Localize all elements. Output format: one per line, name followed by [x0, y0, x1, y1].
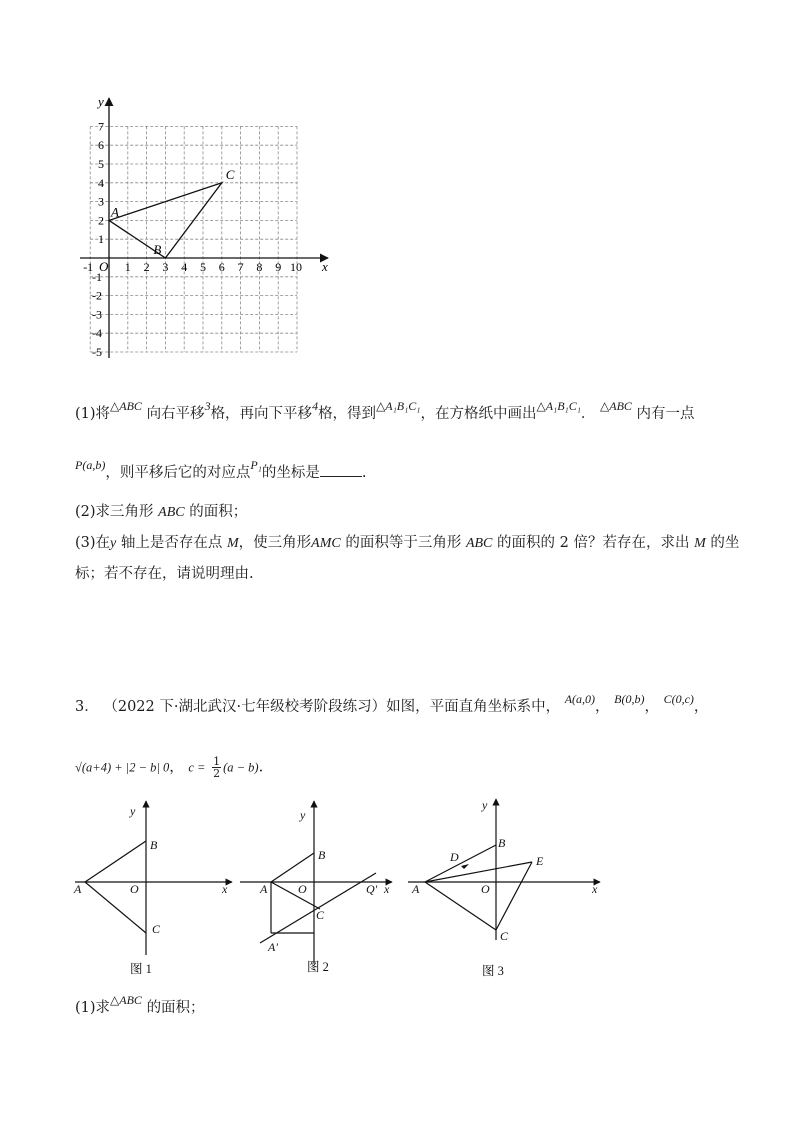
- fig3-y-label: y: [482, 798, 488, 812]
- p3-number: 3．: [75, 699, 99, 715]
- problem-3-figures: [70, 795, 610, 985]
- question-1-line-1: [75, 399, 695, 424]
- q1-text-6: 内有一点: [636, 406, 695, 422]
- q3-p6: 的坐: [710, 535, 740, 551]
- x-tick-label: 10: [290, 260, 302, 274]
- q1-text-4: ，在方格纸中画出: [420, 406, 537, 422]
- fig1-b-label: B: [150, 838, 158, 852]
- q1-number-4: 4: [312, 399, 319, 413]
- fig3-point-d-marker: [461, 864, 469, 869]
- coordinate-grid-figure: [70, 90, 340, 365]
- figure-3: [408, 799, 600, 940]
- fig2-a-label: A: [260, 882, 268, 896]
- p3-point-b: B(0,b): [614, 692, 645, 706]
- q1-triangle-abc: △ABC: [110, 399, 142, 413]
- fig2-caption: 图 2: [307, 960, 329, 974]
- x-tick-label: 6: [218, 260, 225, 274]
- p3-sep4: ，: [169, 759, 184, 776]
- fig2-y-label: y: [300, 808, 306, 822]
- q1-text-1: 向右平移: [146, 406, 205, 422]
- x-tick-label: -1: [83, 260, 94, 274]
- p3-source: （2022 下·湖北武汉·七年级校考阶段练习）如图，平面直角坐标系中，: [103, 699, 561, 715]
- x-tick-label: 7: [237, 260, 244, 274]
- p3-sep3: ，: [693, 699, 709, 715]
- q1-point-p: P(a,b): [75, 458, 106, 472]
- q1-text-7: ，则平移后它的对应点: [105, 465, 251, 481]
- y-tick-label: 4: [98, 175, 104, 190]
- fig3-segment-ce: [496, 862, 532, 930]
- q1-number-3: 3: [204, 399, 211, 413]
- fig3-caption: 图 3: [482, 964, 504, 978]
- y-tick-label: 3: [98, 194, 104, 209]
- x-tick-label: 3: [162, 260, 169, 274]
- fig2-c-label: C: [316, 908, 325, 922]
- fig1-caption: 图 1: [130, 962, 152, 976]
- y-tick-label: 1: [98, 232, 104, 247]
- x-tick-label: 4: [181, 260, 188, 274]
- y-tick-label: 5: [98, 157, 104, 171]
- problem-3-line-2: [75, 756, 263, 779]
- question-3-line-1: [75, 533, 739, 554]
- answer-blank[interactable]: [320, 462, 362, 477]
- p3-fraction-num: 1: [213, 755, 221, 768]
- fig3-segment-ae: [425, 862, 532, 882]
- q3-m1: M: [226, 536, 239, 551]
- q1-prefix: (1)将: [75, 406, 111, 422]
- fig3-a-label: A: [412, 882, 420, 896]
- q3-p3: ，使三角形: [238, 535, 312, 551]
- y-tick-label: -3: [92, 307, 102, 322]
- x-tick-label: 1: [124, 260, 131, 274]
- fig2-o-label: O: [298, 882, 307, 896]
- fig1-c-label: C: [152, 922, 161, 936]
- q1-triangle-a1b1c1: △A₁B₁C₁: [376, 399, 421, 413]
- x-tick-label: 8: [256, 260, 263, 274]
- q3-line2: 标；若不存在，请说明理由.: [75, 566, 254, 582]
- figure-3-labels: [411, 798, 598, 978]
- grid-lines: [90, 126, 297, 352]
- q3-amc: AMC: [311, 536, 341, 551]
- fig2-x-label: x: [384, 882, 390, 896]
- q1-triangle-a1b1c1-2: △A₁B₁C₁: [536, 399, 581, 413]
- p3-end: .: [258, 759, 264, 776]
- p3q1-prefix: (1)求: [75, 1000, 111, 1016]
- q3-p1: (3)在: [75, 535, 111, 551]
- q2-suffix: 的面积；: [189, 504, 248, 520]
- question-3-line-2: [75, 564, 254, 584]
- fig3-d-label: D: [450, 850, 459, 864]
- fig3-b-label: B: [498, 836, 506, 850]
- p3q1-triangle-abc: △ABC: [110, 993, 142, 1007]
- q1-text-5: ．: [580, 406, 596, 422]
- y-tick-label: 7: [98, 119, 104, 134]
- q2-abc: ABC: [158, 505, 185, 520]
- fig2-a2-label: A': [268, 940, 278, 954]
- q3-abc: ABC: [465, 536, 493, 551]
- fig3-e-label: E: [536, 854, 544, 868]
- p3-condition-2-left: c =: [188, 760, 206, 775]
- p3-fraction-den: 2: [213, 767, 221, 780]
- p3-sep2: ，: [644, 699, 659, 715]
- point-label-b: B: [153, 242, 162, 257]
- p3-point-a: A(a,0): [564, 692, 596, 706]
- fig1-segment-ab: [85, 841, 146, 882]
- x-tick-label: 9: [275, 260, 282, 274]
- y-tick-labels: [92, 119, 104, 359]
- q1-point-p1: P₁: [250, 458, 262, 472]
- q1-triangle-abc-2: △ABC: [600, 399, 632, 413]
- q3-m2: M: [694, 536, 706, 551]
- fig2-segment-ab: [271, 853, 314, 882]
- p3q1-suffix: 的面积；: [146, 1000, 205, 1016]
- p3-sep1: ，: [595, 699, 610, 715]
- question-1-line-2: [75, 458, 367, 483]
- p3-condition-2-right: (a − b): [223, 760, 259, 775]
- fig2-segment-ac: [271, 882, 320, 909]
- point-labels: [110, 167, 235, 257]
- y-tick-label: -5: [92, 345, 102, 359]
- fig1-o-label: O: [130, 882, 139, 896]
- fig3-o-label: O: [481, 882, 490, 896]
- fig3-c-label: C: [500, 929, 509, 943]
- y-tick-label: -2: [92, 288, 102, 303]
- fig2-q-label: Q': [366, 882, 378, 896]
- p3-point-c: C(0,c): [663, 692, 694, 706]
- p3-fraction: [212, 756, 221, 779]
- y-tick-label: -4: [92, 326, 102, 341]
- figure-2-labels: [259, 808, 390, 974]
- x-axis-label: x: [322, 259, 328, 274]
- q1-text-2: 格，再向下平移: [210, 406, 313, 422]
- q3-p4: 的面积等于三角形: [345, 535, 462, 551]
- q1-text-3: 格，得到: [318, 406, 377, 422]
- x-tick-label: 5: [200, 260, 206, 274]
- origin-label: O: [99, 259, 109, 274]
- y-tick-label: 6: [98, 138, 104, 153]
- y-tick-label: -1: [92, 269, 102, 284]
- p3-condition-1: √(a+4) + |2 − b| 0: [75, 760, 170, 775]
- fig1-a-label: A: [74, 882, 82, 896]
- question-2: [75, 502, 247, 523]
- q3-p2: 轴上是否存在点: [120, 535, 223, 551]
- q1-text-9: .: [361, 465, 367, 481]
- x-tick-label: 2: [143, 260, 150, 274]
- problem-3-question-1: [75, 993, 205, 1018]
- point-label-a: A: [111, 204, 119, 220]
- fig2-b-label: B: [318, 848, 326, 862]
- q1-text-8: 的坐标是: [261, 465, 320, 481]
- fig3-x-label: x: [592, 882, 598, 896]
- y-axis-label: y: [98, 94, 104, 109]
- q3-y: y: [110, 536, 117, 551]
- y-tick-label: 2: [98, 213, 104, 228]
- problem-3-line-1: [75, 692, 709, 717]
- figure-1-labels: [73, 804, 228, 976]
- q3-p5: 的面积的 2 倍？若存在，求出: [497, 535, 690, 551]
- point-label-c: C: [225, 166, 235, 182]
- q2-prefix: (2)求三角形: [75, 504, 154, 520]
- fig1-y-label: y: [130, 804, 136, 818]
- x-tick-labels: [83, 260, 302, 274]
- fig1-x-label: x: [222, 882, 228, 896]
- fig3-segment-ab: [425, 845, 496, 882]
